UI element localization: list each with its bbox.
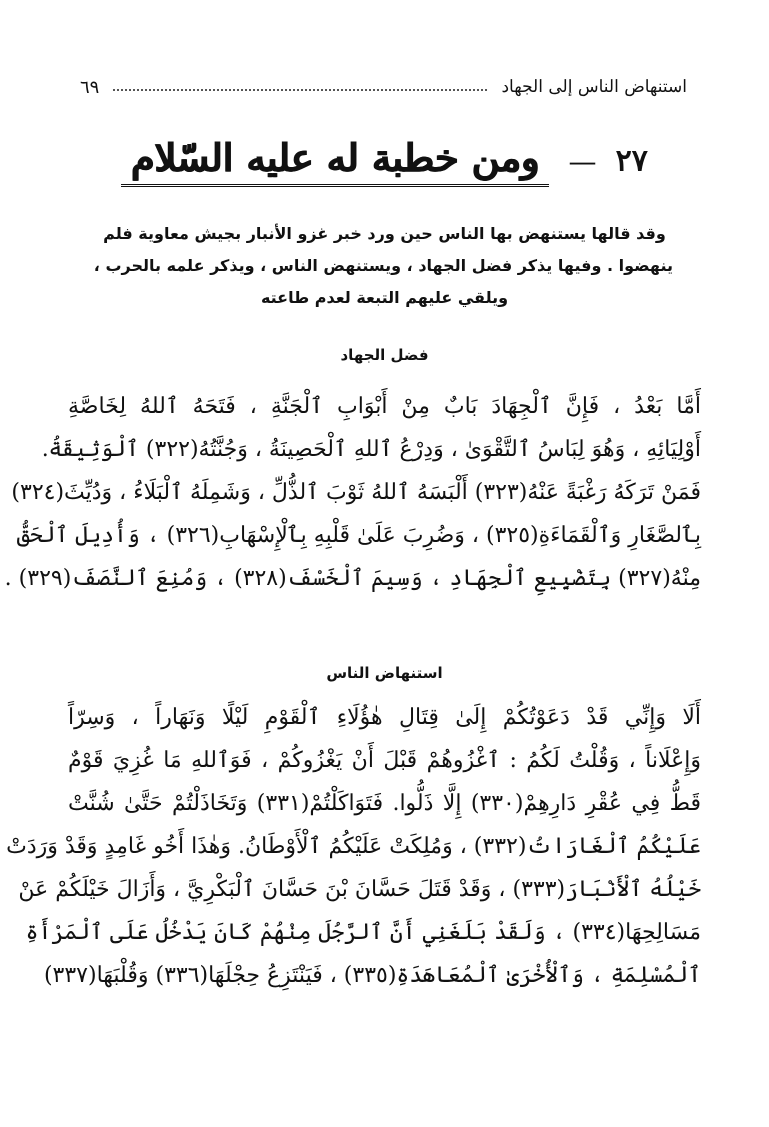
sermon-heading [0,135,769,187]
text-line: أَمَّا بَعْدُ ، فَإِنَّ ٱلْجِهَادَ بَابٌ مِنْ أَبْوَابِ ٱلْجَنَّةِ ، فَتَحَهُ ٱللهُ لِخَاصَّةِ [68,394,701,419]
text-line: مَسَالِحِهَا(٣٣٤) ، وَلَقَدْ بَلَغَنِي أَنَّ ٱلرَّجُلَ مِنْهُمْ كَانَ يَدْخُلُ عَلَى ٱلْمَرْأَةِ [25,920,701,945]
section-body-rousing-people [6,696,701,997]
page-number: ٦٩ [80,76,100,98]
text-line: فَمَنْ تَرَكَهُ رَغْبَةً عَنْهُ(٣٢٣) أَلْبَسَهُ ٱللهُ ثَوْبَ ٱلذُّلِّ ، وَشَمِلَهُ ٱلْبَلَاءُ ، وَدُيِّثَ(٣٢٤) [11,480,701,505]
intro-line: وقد قالها يستنهض بها الناس حين ورد خبر غزو الأنبار بجيش معاوية فلم [103,224,666,243]
section-body-virtue-of-jihad [4,385,701,600]
running-header [80,72,687,102]
text-line: ٱلْمُسْلِمَةِ ، وَٱلْأُخْرَىٰ ٱلْمُعَاهَدَةِ(٣٣٥) ، فَيَنْتَزِعُ حِجْلَهَا(٣٣٦) وَقُلْبَهَا(٣٣٧) [43,963,701,988]
intro-line: ويلقي عليهم التبعة لعدم طاعته [260,288,509,307]
intro-line: ينهضوا . وفيها يذكر فضل الجهاد ، ويستنهض الناس ، ويذكر علمه بالحرب ، [93,256,673,275]
section-heading-virtue-of-jihad: فضل الجهاد [340,346,429,364]
running-header-title: استنهاض الناس إلى الجهاد [501,77,687,97]
text-line: وَإِعْلَاناً ، وَقُلْتُ لَكُمُ : ٱغْزُوهُمْ قَبْلَ أَنْ يَغْزُوكُمْ ، فَوَٱللهِ مَا غُزِيَ قَوْمٌ [68,748,701,773]
text-line: بِٱلصَّغَارِ وَٱلْقَمَاءَةِ(٣٢٥) ، وَضُرِبَ عَلَىٰ قَلْبِهِ بِٱلْإِسْهَابِ(٣٢٦) ، وَأُدِيلَ ٱلْحَقُّ [16,523,701,548]
text-line: خَيْلُهُ ٱلْأَنْبَارَ(٣٣٣) ، وَقَدْ قَتَلَ حَسَّانَ بْنَ حَسَّانَ ٱلْبَكْرِيَّ ، وَأَزَالَ خَيْلَكُمْ عَنْ [18,877,701,902]
text-line: مِنْهُ(٣٢٧) بِتَضْيِيعِ ٱلْجِهَادِ ، وَسِيمَ ٱلْخَسْفَ(٣٢٨) ، وَمُنِعَ ٱلنَّصَفَ(٣٢٩) . [4,566,701,591]
sermon-number: ٢٧ [615,143,648,179]
text-line: عَلَيْكُمُ ٱلْغَارَاتُ(٣٣٢) ، وَمُلِكَتْ عَلَيْكُمُ ٱلْأَوْطَانُ. وَهٰذَا أَخُو غَامِدٍ وَقَدْ وَرَدَتْ [6,834,701,859]
text-line: أَوْلِيَائِهِ ، وَهُوَ لِبَاسُ ٱلتَّقْوَىٰ ، وَدِرْعُ ٱللهِ ٱلْحَصِينَةُ ، وَجُنَّتُهُ(٣٢٢) ٱلْوَثِيقَةُ. [41,437,701,462]
text-line: قَطُّ فِي عُقْرِ دَارِهِمْ(٣٣٠) إِلَّا ذَلُّوا. فَتَوَاكَلْتُمْ(٣٣١) وَتَخَاذَلْتُمْ حَتَّىٰ شُنَّتْ [68,791,701,816]
intro-paragraph [93,218,673,314]
sermon-title: ومن خطبة له عليه السّلام [121,135,549,187]
dotted-leader [113,89,487,91]
sermon-dash: — [568,144,597,178]
text-line: أَلَا وَإِنِّي قَدْ دَعَوْتُكُمْ إِلَىٰ قِتَالِ هٰؤُلَاءِ ٱلْقَوْمِ لَيْلًا وَنَهَاراً ، وَسِرّاً [68,705,701,730]
section-heading-rousing-people: استنهاض الناس [326,664,443,682]
